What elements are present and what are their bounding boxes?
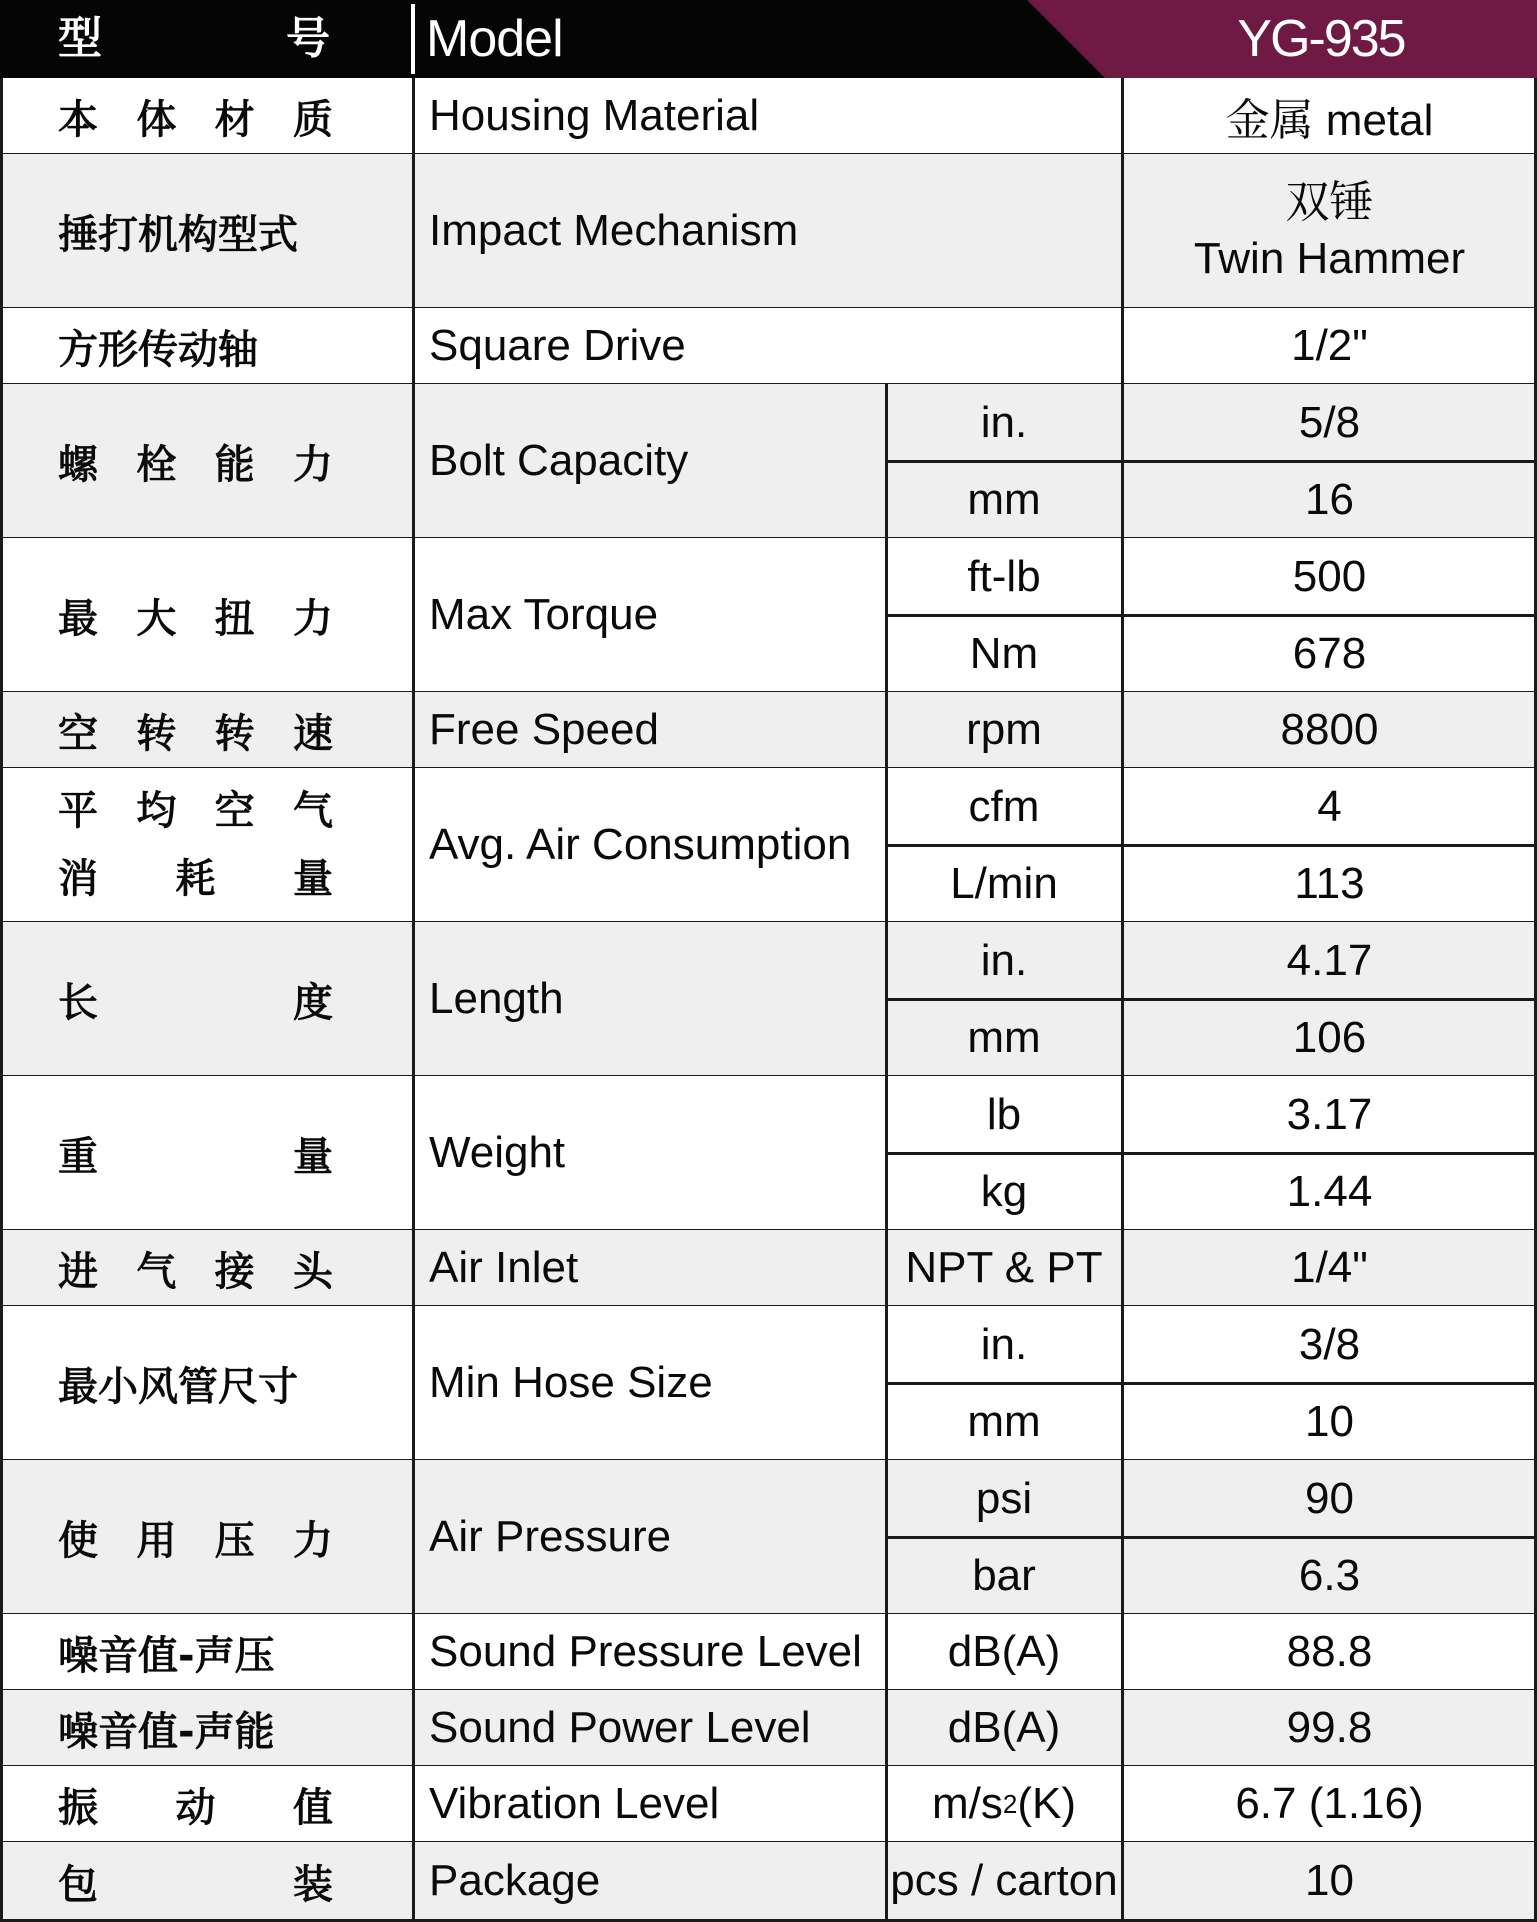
column-divider — [885, 1690, 888, 1766]
column-divider — [1121, 1076, 1124, 1230]
row-value: 4.17 — [1122, 922, 1537, 999]
column-divider — [1121, 1690, 1124, 1766]
superscript: 2 — [1002, 1788, 1018, 1819]
column-divider — [1121, 1766, 1124, 1842]
row-label-en: Free Speed — [413, 692, 886, 768]
row-value: 99.8 — [1122, 1690, 1537, 1766]
row-label-en: Length — [413, 922, 886, 1076]
label-text: 捶打机构型式 — [58, 211, 298, 258]
label-text: 噪音值-声压 — [58, 1632, 275, 1679]
row-unit: in. — [886, 1306, 1122, 1383]
column-divider — [412, 1076, 415, 1230]
text-line: 消耗量 — [58, 856, 333, 902]
column-divider — [412, 384, 415, 538]
label-text: 本体材质 — [58, 96, 333, 143]
column-divider — [412, 1766, 415, 1842]
column-divider — [412, 768, 415, 922]
row-label-cn — [0, 1842, 413, 1920]
row-value: 88.8 — [1122, 1614, 1537, 1690]
label-text: 重量 — [58, 1133, 333, 1180]
column-divider — [1121, 692, 1124, 768]
row-value — [1122, 154, 1537, 308]
sub-row-divider — [886, 1382, 1537, 1385]
row-label-cn — [0, 1076, 413, 1230]
row-value: 1/2" — [1122, 308, 1537, 384]
column-divider — [412, 308, 415, 384]
row-label-en: Sound Power Level — [413, 1690, 886, 1766]
column-divider — [1121, 1614, 1124, 1690]
row-value: 113 — [1122, 845, 1537, 922]
row-unit: mm — [886, 461, 1122, 538]
column-divider — [885, 1614, 888, 1690]
label-text: 最小风管尺寸 — [58, 1363, 298, 1410]
label-text: 包装 — [58, 1861, 333, 1908]
row-value: 106 — [1122, 999, 1537, 1076]
column-divider — [1121, 538, 1124, 692]
row-label-cn — [0, 154, 413, 308]
row-unit: dB(A) — [886, 1690, 1122, 1766]
row-unit: m/s 2 (K) — [886, 1766, 1122, 1842]
row-label-cn — [0, 1614, 413, 1690]
column-divider — [1121, 768, 1124, 922]
row-label-cn — [0, 692, 413, 768]
row-label-cn — [0, 384, 413, 538]
row-unit: pcs / carton — [886, 1842, 1122, 1920]
label-text: 振动值 — [58, 1784, 333, 1831]
column-divider — [885, 922, 888, 1076]
column-divider — [885, 692, 888, 768]
column-divider — [412, 1614, 415, 1690]
column-divider — [885, 1766, 888, 1842]
row-label-en: Bolt Capacity — [413, 384, 886, 538]
row-value: 金属 metal — [1122, 78, 1537, 154]
text-line: 平均空气 — [58, 788, 333, 834]
row-label-en: Weight — [413, 1076, 886, 1230]
label-text: 空转转速 — [58, 710, 333, 757]
label-text: 噪音值-声能 — [58, 1708, 275, 1755]
row-unit: lb — [886, 1076, 1122, 1153]
row-unit: psi — [886, 1460, 1122, 1537]
column-divider — [1121, 154, 1124, 308]
column-divider — [885, 1306, 888, 1460]
header-label-cn: 型号 — [58, 13, 330, 64]
row-label-cn — [0, 78, 413, 154]
row-value: 678 — [1122, 615, 1537, 692]
row-label-en: Sound Pressure Level — [413, 1614, 886, 1690]
row-unit: ft-lb — [886, 538, 1122, 615]
row-label-en: Min Hose Size — [413, 1306, 886, 1460]
row-value: 1/4" — [1122, 1230, 1537, 1306]
row-value: 6.7 (1.16) — [1122, 1766, 1537, 1842]
sub-row-divider — [886, 844, 1537, 847]
label-text: 最大扭力 — [58, 595, 333, 642]
row-value: 3.17 — [1122, 1076, 1537, 1153]
column-divider — [412, 78, 415, 154]
column-divider — [1121, 308, 1124, 384]
multiline-text — [1122, 175, 1537, 287]
row-label-cn — [0, 768, 413, 922]
row-label-en: Max Torque — [413, 538, 886, 692]
column-divider — [885, 538, 888, 692]
row-unit: cfm — [886, 768, 1122, 845]
row-unit: kg — [886, 1153, 1122, 1230]
column-divider — [412, 1690, 415, 1766]
column-divider — [885, 1460, 888, 1614]
column-divider — [412, 1460, 415, 1614]
sub-row-divider — [886, 460, 1537, 463]
label-text: 进气接头 — [58, 1248, 333, 1295]
row-label-cn — [0, 1460, 413, 1614]
row-unit: Nm — [886, 615, 1122, 692]
row-label-en: Air Pressure — [413, 1460, 886, 1614]
label-text: 长度 — [58, 979, 333, 1026]
column-divider — [1121, 1842, 1124, 1920]
row-label-en: Vibration Level — [413, 1766, 886, 1842]
row-label-cn — [0, 1766, 413, 1842]
sub-row-divider — [886, 998, 1537, 1001]
column-divider — [1121, 922, 1124, 1076]
column-divider — [885, 1842, 888, 1920]
column-divider — [1121, 1460, 1124, 1614]
column-divider — [412, 154, 415, 308]
label-text: 方形传动轴 — [58, 326, 258, 373]
row-value: 4 — [1122, 768, 1537, 845]
row-unit: NPT & PT — [886, 1230, 1122, 1306]
label-text: 螺栓能力 — [58, 441, 333, 488]
sub-row-divider — [886, 614, 1537, 617]
row-label-en: Avg. Air Consumption — [413, 768, 886, 922]
row-value: 1.44 — [1122, 1153, 1537, 1230]
row-value: 8800 — [1122, 692, 1537, 768]
column-divider — [885, 384, 888, 538]
row-value: 10 — [1122, 1842, 1537, 1920]
text-line: 双锤 — [1285, 178, 1374, 227]
row-value: 16 — [1122, 461, 1537, 538]
row-label-cn — [0, 1230, 413, 1306]
row-label-cn — [0, 922, 413, 1076]
row-label-en: Air Inlet — [413, 1230, 886, 1306]
row-value: 6.3 — [1122, 1537, 1537, 1614]
row-unit: dB(A) — [886, 1614, 1122, 1690]
column-divider — [412, 1842, 415, 1920]
row-label-en: Impact Mechanism — [413, 154, 1122, 308]
label-text: 使用压力 — [58, 1517, 333, 1564]
header-model-number: YG-935 — [1237, 10, 1405, 68]
row-unit: in. — [886, 384, 1122, 461]
row-unit: mm — [886, 999, 1122, 1076]
row-label-cn — [0, 538, 413, 692]
multiline-text — [58, 777, 333, 913]
row-unit: in. — [886, 922, 1122, 999]
row-label-en: Square Drive — [413, 308, 1122, 384]
row-unit: L/min — [886, 845, 1122, 922]
row-label-cn — [0, 1306, 413, 1460]
row-value: 500 — [1122, 538, 1537, 615]
row-unit: bar — [886, 1537, 1122, 1614]
row-label-cn — [0, 308, 413, 384]
column-divider — [1121, 1230, 1124, 1306]
column-divider — [412, 538, 415, 692]
column-divider — [885, 1230, 888, 1306]
row-value: 10 — [1122, 1383, 1537, 1460]
column-divider — [1121, 1306, 1124, 1460]
header-divider — [411, 4, 415, 74]
text-line: Twin Hammer — [1193, 234, 1466, 283]
column-divider — [412, 1230, 415, 1306]
row-value: 90 — [1122, 1460, 1537, 1537]
header-bar — [0, 0, 1537, 78]
row-unit: rpm — [886, 692, 1122, 768]
row-label-en: Package — [413, 1842, 886, 1920]
column-divider — [412, 692, 415, 768]
column-divider — [412, 1306, 415, 1460]
row-value: 5/8 — [1122, 384, 1537, 461]
sub-row-divider — [886, 1152, 1537, 1155]
row-value: 3/8 — [1122, 1306, 1537, 1383]
sub-row-divider — [886, 1536, 1537, 1539]
column-divider — [1121, 384, 1124, 538]
column-divider — [412, 922, 415, 1076]
table-edge-left — [0, 78, 3, 1919]
row-unit: mm — [886, 1383, 1122, 1460]
column-divider — [885, 768, 888, 922]
row-label-en: Housing Material — [413, 78, 1122, 154]
row-label-cn — [0, 1690, 413, 1766]
column-divider — [885, 1076, 888, 1230]
header-label-en: Model — [426, 10, 563, 68]
column-divider — [1121, 78, 1124, 154]
